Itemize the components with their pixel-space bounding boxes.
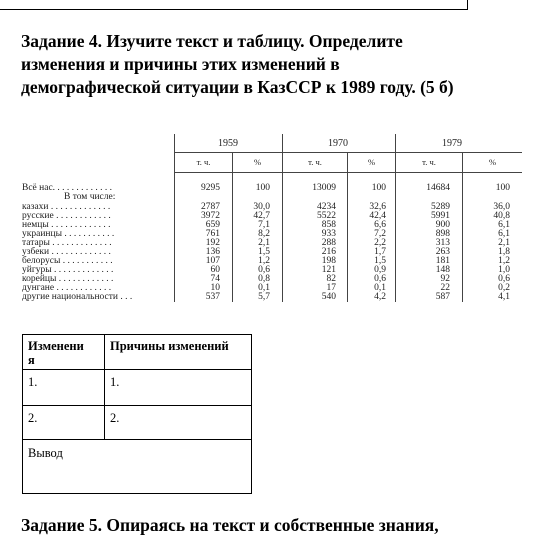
cell-pct-1959: 2,1	[258, 238, 270, 248]
cell-pct-1979: 1,8	[498, 247, 510, 257]
year-1979: 1979	[442, 138, 462, 149]
change-1-cell[interactable]: 1.	[28, 375, 38, 389]
cell-abs-1959: 537	[205, 292, 220, 302]
unit-pct-1970: %	[367, 157, 376, 167]
cell-abs-1959: 659	[205, 220, 220, 230]
row-label: другие национальности . . .	[22, 292, 133, 302]
cell-pct-1959: 0,1	[258, 283, 270, 293]
cell-pct-1979: 6,1	[498, 229, 510, 239]
cell-pct-1979: 36,0	[493, 202, 510, 212]
cell-pct-1959: 1,2	[258, 256, 270, 266]
cell-abs-1959: 10	[210, 283, 220, 293]
cell-abs-1979: 587	[435, 292, 450, 302]
cell-abs-1970: 933	[321, 229, 336, 239]
reason-2-cell[interactable]: 2.	[110, 411, 120, 425]
cell-abs-1979: 22	[440, 283, 450, 293]
cell-abs-1970: 216	[321, 247, 336, 257]
cell-pct-1979: 40,8	[493, 211, 510, 221]
cell-abs-1979: 313	[435, 238, 450, 248]
task-4-line-3: демографической ситуации в КазССР к 1989 году. (5 б)	[21, 77, 454, 97]
cell-pct-1979: 0,2	[498, 283, 510, 293]
row-label: украинцы . . . . . . . . . . .	[22, 229, 115, 239]
cell-abs-1979: 148	[435, 265, 450, 275]
cell-pct-1970: 42,4	[369, 211, 386, 221]
answer-table	[22, 334, 252, 494]
reason-1-cell[interactable]: 1.	[110, 375, 120, 389]
total-abs-1979: 14684	[426, 183, 450, 193]
year-1970: 1970	[328, 138, 348, 149]
cell-pct-1959: 8,2	[258, 229, 270, 239]
changes-header-line-1: Изменени	[28, 339, 84, 353]
row-label: немцы . . . . . . . . . . . . .	[22, 220, 111, 230]
cell-pct-1959: 0,8	[258, 274, 270, 284]
total-pct-1979: 100	[495, 183, 510, 193]
cell-pct-1970: 7,2	[374, 229, 386, 239]
row-label: корейцы . . . . . . . . . . . .	[22, 274, 114, 284]
task-5-heading: Задание 5. Опираясь на текст и собственные знания,	[21, 515, 439, 535]
cell-abs-1959: 2787	[201, 202, 220, 212]
change-2-cell[interactable]: 2.	[28, 411, 38, 425]
cell-abs-1979: 5289	[431, 202, 450, 212]
total-pct-1959: 100	[255, 183, 270, 193]
cell-abs-1959: 74	[210, 274, 220, 284]
cell-pct-1970: 1,7	[374, 247, 386, 257]
cell-abs-1970: 5522	[317, 211, 336, 221]
cell-abs-1959: 761	[205, 229, 220, 239]
reasons-header: Причины изменений	[110, 339, 229, 353]
unit-abs-1959: т. ч.	[196, 157, 211, 167]
cell-abs-1979: 898	[435, 229, 450, 239]
conclusion-cell[interactable]: Вывод	[28, 446, 63, 460]
cell-abs-1959: 192	[205, 238, 220, 248]
cell-abs-1979: 263	[435, 247, 450, 257]
cell-abs-1970: 4234	[317, 202, 336, 212]
cell-abs-1970: 288	[321, 238, 336, 248]
cell-pct-1970: 6,6	[374, 220, 386, 230]
top-border-line	[0, 0, 468, 10]
cell-pct-1970: 1,5	[374, 256, 386, 266]
task-4-line-2: изменения и причины этих изменений в	[21, 54, 340, 74]
row-label: уйгуры . . . . . . . . . . . . .	[22, 265, 114, 275]
unit-pct-1959: %	[253, 157, 262, 167]
cell-pct-1959: 30,0	[253, 202, 270, 212]
cell-abs-1959: 3972	[201, 211, 220, 221]
cell-abs-1970: 17	[326, 283, 336, 293]
cell-pct-1979: 6,1	[498, 220, 510, 230]
cell-pct-1959: 0,6	[258, 265, 270, 275]
cell-abs-1979: 900	[435, 220, 450, 230]
total-abs-1970: 13009	[312, 183, 336, 193]
total-abs-1959: 9295	[201, 183, 220, 193]
row-label: казахи . . . . . . . . . . . . .	[22, 202, 111, 212]
row-label: татары . . . . . . . . . . . . .	[22, 238, 112, 248]
cell-pct-1979: 1,0	[498, 265, 510, 275]
cell-abs-1979: 92	[440, 274, 450, 284]
unit-abs-1979: т. ч.	[422, 157, 436, 167]
cell-pct-1979: 0,6	[498, 274, 510, 284]
cell-pct-1959: 1,5	[258, 247, 270, 257]
row-label: узбеки . . . . . . . . . . . . .	[22, 247, 111, 257]
row-label: дунгане . . . . . . . . . . . .	[22, 283, 112, 293]
cell-abs-1959: 136	[205, 247, 220, 257]
cell-pct-1959: 42,7	[253, 211, 270, 221]
unit-abs-1970: т. ч.	[308, 157, 322, 167]
cell-pct-1970: 0,6	[374, 274, 386, 284]
cell-abs-1959: 60	[210, 265, 220, 275]
cell-pct-1959: 5,7	[258, 292, 270, 302]
cell-abs-1979: 5991	[431, 211, 450, 221]
cell-abs-1970: 121	[321, 265, 336, 275]
cell-pct-1979: 2,1	[498, 238, 510, 248]
changes-header-line-2: я	[28, 353, 35, 367]
cell-abs-1979: 181	[435, 256, 450, 266]
row-label-total: Всё нас. . . . . . . . . . . . .	[22, 183, 113, 193]
unit-pct-1979: %	[488, 157, 497, 167]
population-table	[22, 134, 522, 302]
cell-pct-1970: 0,1	[374, 283, 386, 293]
cell-abs-1970: 198	[321, 256, 336, 266]
cell-abs-1959: 107	[205, 256, 220, 266]
year-1959: 1959	[218, 138, 238, 149]
task-4-heading	[21, 30, 541, 99]
cell-pct-1970: 0,9	[374, 265, 386, 275]
cell-pct-1979: 4,1	[498, 292, 510, 302]
total-pct-1970: 100	[371, 183, 386, 193]
cell-pct-1979: 1,2	[498, 256, 510, 266]
cell-pct-1970: 32,6	[369, 202, 386, 212]
subheading-in-total: В том числе:	[64, 192, 116, 202]
cell-pct-1970: 4,2	[374, 292, 386, 302]
cell-abs-1970: 858	[321, 220, 336, 230]
cell-abs-1970: 540	[321, 292, 336, 302]
row-label: белорусы . . . . . . . . . . .	[22, 256, 113, 266]
cell-abs-1970: 82	[326, 274, 336, 284]
task-4-line-1: Задание 4. Изучите текст и таблицу. Определите	[21, 31, 403, 51]
cell-pct-1970: 2,2	[374, 238, 386, 248]
row-label: русские . . . . . . . . . . . .	[22, 211, 111, 221]
cell-pct-1959: 7,1	[258, 220, 270, 230]
